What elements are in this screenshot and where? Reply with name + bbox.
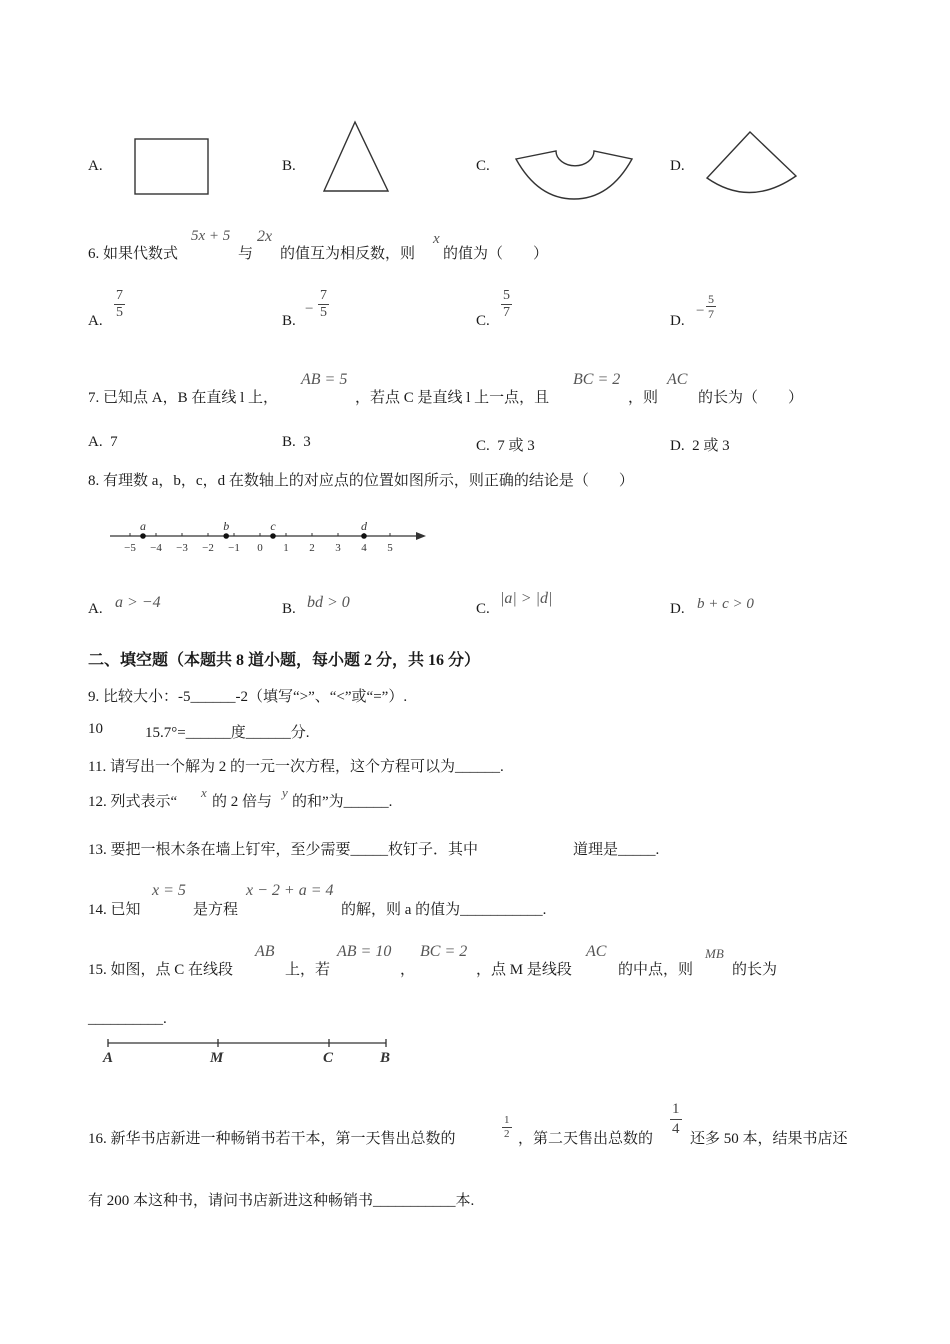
q16-part: ，第二天售出总数的 bbox=[518, 1131, 654, 1147]
q15-expr-ac: AC bbox=[586, 943, 607, 960]
q12-part: 的 2 倍与 bbox=[212, 794, 273, 810]
label-m: M bbox=[210, 1050, 224, 1066]
label-c: C bbox=[323, 1050, 334, 1066]
point-label-d: d bbox=[361, 519, 367, 533]
point-label-c: c bbox=[270, 519, 276, 533]
q7-expr-bc-equals-2: BC = 2 bbox=[573, 371, 621, 388]
q13-part: 道理是_____. bbox=[573, 842, 660, 858]
q15-part: 的中点，则 bbox=[618, 962, 694, 978]
q5-option-c-label: C. bbox=[476, 158, 490, 174]
q6-option-d-label: D. bbox=[670, 313, 685, 329]
axis-tick-label: −4 bbox=[150, 542, 162, 554]
q6-var-x: x bbox=[433, 231, 440, 247]
rectangle-shape bbox=[130, 134, 214, 198]
q15-part: 上，若 bbox=[285, 962, 331, 978]
q7-expr-ab-equals-5: AB = 5 bbox=[301, 371, 348, 388]
numerator: 1 bbox=[670, 1100, 682, 1120]
point-c bbox=[270, 533, 276, 539]
section-heading: 二、填空题（本题共 8 道小题，每小题 2 分，共 16 分） bbox=[88, 652, 481, 669]
point-label-a: a bbox=[140, 519, 146, 533]
q16-part: 16. 新华书店新进一种畅销书若干本，第一天售出总数的 bbox=[88, 1131, 456, 1147]
axis-tick-label: 1 bbox=[283, 542, 289, 554]
axis-tick-label: −5 bbox=[124, 542, 136, 554]
numerator: 1 bbox=[504, 1114, 510, 1126]
q7-option-b bbox=[282, 434, 311, 451]
q14-part: 是方程 bbox=[193, 902, 239, 918]
q15-expr-bc-equals-2: BC = 2 bbox=[420, 943, 468, 960]
q8-option-c-label: C. bbox=[476, 601, 490, 617]
point-d bbox=[361, 533, 367, 539]
q7-option-a bbox=[88, 434, 118, 451]
axis-tick-label: 5 bbox=[387, 542, 393, 554]
option-text: 3 bbox=[303, 434, 311, 450]
q14-part: 的解，则 a 的值为___________. bbox=[341, 902, 547, 918]
option-label: A. bbox=[88, 434, 103, 450]
q6-option-c-label: C. bbox=[476, 313, 490, 329]
q14-expr-x-equals-5: x = 5 bbox=[152, 882, 186, 899]
q15-part: ，点 M 是线段 bbox=[476, 962, 572, 978]
q5-option-a-label: A. bbox=[88, 158, 103, 174]
q15-answer-blank: __________. bbox=[88, 1011, 167, 1027]
minus-sign: − bbox=[305, 301, 314, 317]
q6-option-a-label: A. bbox=[88, 313, 103, 329]
axis-tick-label: 2 bbox=[309, 542, 315, 554]
q15-expr-ab: AB bbox=[255, 943, 275, 960]
q7-option-d bbox=[670, 434, 730, 455]
q13-part: 13. 要把一根木条在墙上钉牢，至少需要_____枚钉子．其中 bbox=[88, 842, 479, 858]
q7-expr-ac: AC bbox=[667, 371, 688, 388]
point-b bbox=[223, 533, 229, 539]
q8-option-b-label: B. bbox=[282, 601, 296, 617]
option-label: C. bbox=[476, 438, 490, 454]
question-number: 10 bbox=[88, 721, 103, 737]
q16-fraction-half bbox=[502, 1114, 512, 1141]
q6-option-d-fraction bbox=[706, 292, 716, 321]
q12-part: 12. 列式表示“ bbox=[88, 794, 178, 810]
q8-option-b-expr: bd > 0 bbox=[307, 594, 350, 611]
label-b: B bbox=[380, 1050, 391, 1066]
numerator: 5 bbox=[503, 288, 510, 303]
option-text: 7 bbox=[110, 434, 118, 450]
q6-expr-2x: 2x bbox=[257, 228, 273, 245]
q8-option-a-label: A. bbox=[88, 601, 103, 617]
q16-part: 还多 50 本，结果书店还 bbox=[690, 1131, 848, 1147]
option-label: B. bbox=[282, 434, 296, 450]
q5-option-d-label: D. bbox=[670, 158, 685, 174]
denominator: 2 bbox=[504, 1128, 510, 1140]
axis-tick-label: −2 bbox=[202, 542, 214, 554]
q16-line-2: 有 200 本这种书，请问书店新进这种畅销书___________本. bbox=[88, 1193, 475, 1209]
label-a: A bbox=[103, 1050, 114, 1066]
q7-stem-part: ，则 bbox=[628, 390, 659, 406]
q15-expr-ab-equals-10: AB = 10 bbox=[337, 943, 392, 960]
annular-sector-shape bbox=[510, 145, 636, 207]
numerator: 7 bbox=[116, 288, 123, 303]
q5-option-b-label: B. bbox=[282, 158, 296, 174]
q6-option-c-fraction bbox=[501, 288, 512, 321]
denominator: 7 bbox=[708, 307, 714, 321]
triangle-shape bbox=[318, 118, 394, 198]
question-11: 11. 请写出一个解为 2 的一元一次方程，这个方程可以为______. bbox=[88, 759, 504, 775]
q12-var-x: x bbox=[201, 785, 207, 800]
point-a bbox=[140, 533, 146, 539]
q6-stem-part: 6. 如果代数式 bbox=[88, 246, 179, 262]
option-text: 7 或 3 bbox=[497, 438, 535, 454]
minus-sign: − bbox=[696, 303, 705, 319]
q15-part: 的长为 bbox=[732, 962, 778, 978]
number-line-diagram bbox=[100, 516, 440, 558]
q15-part: 15. 如图，点 C 在线段 bbox=[88, 962, 234, 978]
q10-text: 15.7°=______度______分. bbox=[145, 725, 310, 741]
q7-stem-part: 7. 已知点 A，B 在直线 l 上， bbox=[88, 390, 279, 406]
q7-stem-part: 的长为（ ） bbox=[698, 390, 804, 406]
q15-part: ， bbox=[400, 962, 416, 978]
q7-option-c bbox=[476, 434, 535, 455]
axis-tick-label: −1 bbox=[228, 542, 240, 554]
q6-stem-part: 与 bbox=[238, 246, 254, 262]
q6-stem-part: 的值互为相反数，则 bbox=[280, 246, 416, 262]
arrow-icon bbox=[416, 532, 426, 540]
q15-expr-mb: MB bbox=[705, 946, 724, 961]
q6-option-b-fraction bbox=[318, 288, 329, 321]
axis-tick-label: −3 bbox=[176, 542, 188, 554]
q12-part: 的和”为______. bbox=[292, 794, 393, 810]
denominator: 5 bbox=[116, 305, 123, 320]
sector-shape bbox=[700, 126, 802, 198]
q6-stem-part: 的值为（ ） bbox=[443, 246, 549, 262]
q8-option-d-label: D. bbox=[670, 601, 685, 617]
axis-tick-label: 4 bbox=[361, 542, 367, 554]
question-9: 9. 比较大小：-5______-2（填写“>”、“<”或“=”）. bbox=[88, 689, 408, 705]
q12-var-y: y bbox=[282, 785, 288, 800]
q8-option-a-expr: a > −4 bbox=[115, 594, 161, 611]
q8-option-c-expr: |a| > |d| bbox=[500, 590, 553, 607]
q7-stem-part: ，若点 C 是直线 l 上一点，且 bbox=[355, 390, 550, 406]
q6-option-b-label: B. bbox=[282, 313, 296, 329]
q14-expr-equation: x − 2 + a = 4 bbox=[246, 882, 334, 899]
point-label-b: b bbox=[223, 519, 230, 533]
q6-option-a-fraction bbox=[114, 288, 125, 321]
option-label: D. bbox=[670, 438, 685, 454]
q16-fraction-quarter bbox=[670, 1100, 682, 1139]
segment-diagram bbox=[100, 1030, 400, 1068]
q8-stem: 8. 有理数 a，b，c，d 在数轴上的对应点的位置如图所示，则正确的结论是（ ） bbox=[88, 473, 634, 489]
axis-tick-label: 3 bbox=[335, 542, 341, 554]
numerator: 5 bbox=[708, 292, 714, 306]
option-text: 2 或 3 bbox=[692, 438, 730, 454]
denominator: 4 bbox=[672, 1121, 680, 1137]
q8-option-d-expr: b + c > 0 bbox=[697, 596, 754, 612]
numerator: 7 bbox=[320, 288, 327, 303]
q14-part: 14. 已知 bbox=[88, 902, 141, 918]
denominator: 7 bbox=[503, 305, 510, 320]
denominator: 5 bbox=[320, 305, 327, 320]
axis-tick-label: 0 bbox=[257, 542, 263, 554]
q6-expr-5x-plus-5: 5x + 5 bbox=[191, 228, 231, 244]
